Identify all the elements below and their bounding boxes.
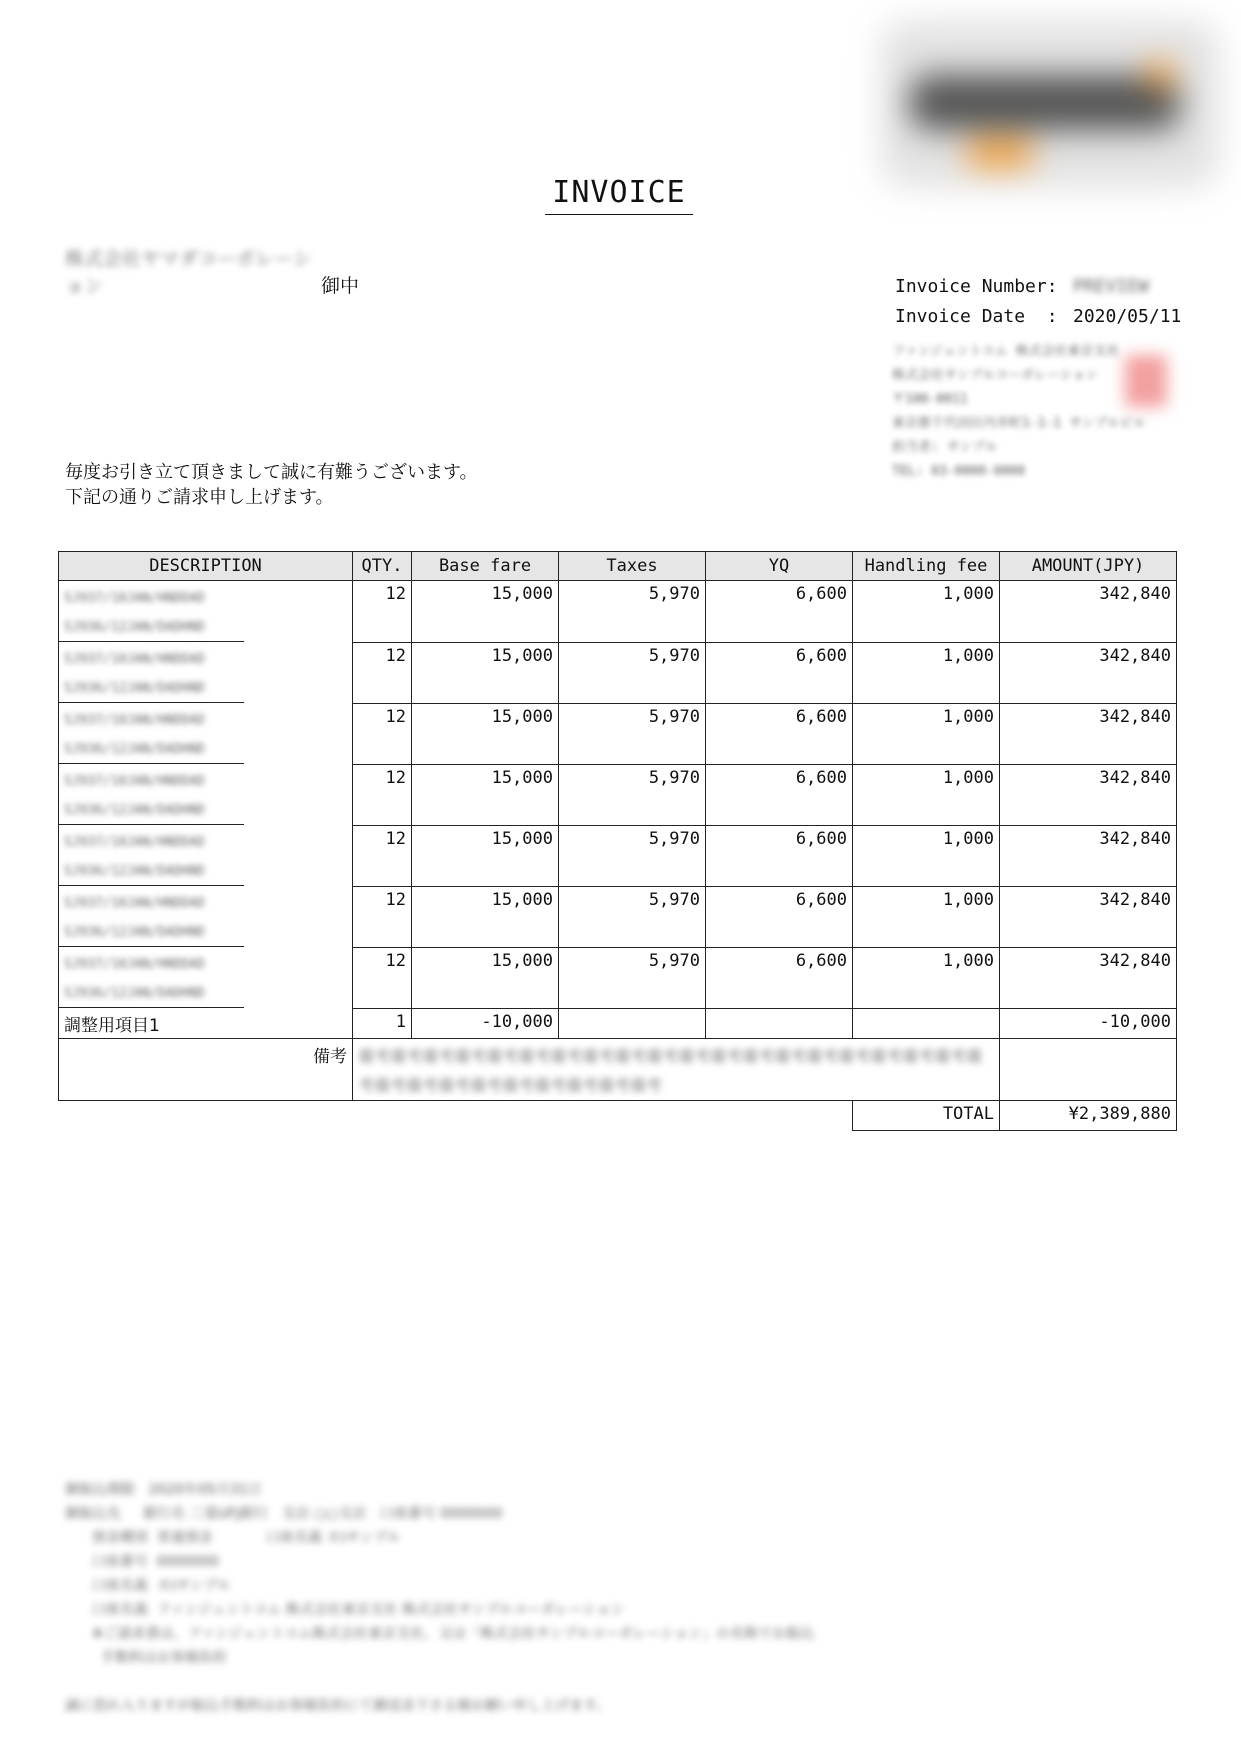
remarks-text-cell: [353, 1038, 1000, 1100]
total-spacer: [59, 1100, 853, 1130]
cell-amount: 342,840: [1000, 886, 1177, 947]
cell-yq: 6,600: [706, 642, 853, 703]
cell-yq: 6,600: [706, 947, 853, 1008]
remarks-row: [59, 1038, 1177, 1100]
greeting: [65, 460, 478, 510]
footer-note: 誠に恐れ入りますが振込手数料はお客様負担にて御送金下さる様お願い申し上げます。: [65, 1698, 610, 1714]
header-base-fare: Base fare: [412, 552, 559, 581]
addressee-name: 株式会社ヤマダコーポレーション: [65, 248, 312, 297]
cell-taxes: 5,970: [559, 947, 706, 1008]
invoice-table: [58, 551, 1177, 1131]
total-value: ¥2,389,880: [1000, 1100, 1177, 1130]
cell-amount: 342,840: [1000, 642, 1177, 703]
table-row: [59, 947, 1177, 1008]
cell-qty: 12: [353, 642, 412, 703]
cell-yq: 6,600: [706, 764, 853, 825]
cell-handling-fee: [853, 1008, 1000, 1038]
table-row: [59, 581, 1177, 643]
table-row: [59, 764, 1177, 825]
invoice-date-row: [895, 302, 1181, 332]
cell-qty: 12: [353, 947, 412, 1008]
cell-description: 調整用項目1: [59, 1008, 353, 1038]
cell-qty: 12: [353, 764, 412, 825]
cell-taxes: 5,970: [559, 825, 706, 886]
footer-line: 口座番号 0000000: [65, 1554, 219, 1570]
cell-base-fare: 15,000: [412, 825, 559, 886]
cell-amount: -10,000: [1000, 1008, 1177, 1038]
cell-base-fare: 15,000: [412, 947, 559, 1008]
cell-taxes: 5,970: [559, 581, 706, 643]
addressee-honorific: 御中: [321, 275, 360, 297]
invoice-title: INVOICE: [545, 175, 693, 215]
cell-handling-fee: 1,000: [853, 764, 1000, 825]
greeting-line-2: 下記の通りご請求申し上げます。: [65, 487, 334, 508]
issuer-line: 〒100-0011: [892, 392, 968, 407]
logo-mark-dark: [910, 75, 1180, 130]
cell-base-fare: 15,000: [412, 703, 559, 764]
cell-yq: [706, 1008, 853, 1038]
adjustment-row: [59, 1008, 1177, 1038]
footer-line: 口座名義 カ)サンプル: [65, 1578, 231, 1594]
cell-description: SJ937/10JAN/HNDDAD SJ936/12JAN/DADHND: [59, 825, 353, 886]
logo-mark-orange: [965, 138, 1035, 168]
invoice-number-value: PREVIEW: [1073, 276, 1149, 297]
table-row: [59, 642, 1177, 703]
header-amount: AMOUNT(JPY): [1000, 552, 1177, 581]
cell-yq: 6,600: [706, 886, 853, 947]
cell-description: SJ937/10JAN/HNDDAD SJ936/12JAN/DADHND: [59, 764, 353, 825]
cell-handling-fee: 1,000: [853, 703, 1000, 764]
header-taxes: Taxes: [559, 552, 706, 581]
greeting-line-1: 毎度お引き立て頂きまして誠に有難うございます。: [65, 462, 478, 483]
cell-qty: 12: [353, 581, 412, 643]
issuer-line: 株式会社サンプルコーポレーション: [892, 368, 1099, 383]
issuer-line: 担当者: サンプル: [892, 440, 998, 455]
cell-amount: 342,840: [1000, 947, 1177, 1008]
cell-handling-fee: 1,000: [853, 886, 1000, 947]
cell-qty: 12: [353, 703, 412, 764]
cell-qty: 1: [353, 1008, 412, 1038]
cell-base-fare: 15,000: [412, 642, 559, 703]
cell-taxes: 5,970: [559, 703, 706, 764]
payment-footer: [65, 1478, 814, 1718]
cell-handling-fee: 1,000: [853, 581, 1000, 643]
cell-base-fare: 15,000: [412, 764, 559, 825]
total-label: TOTAL: [853, 1100, 1000, 1130]
footer-line: 預金種別 普通預金 口座名義 カ)サンプル: [65, 1530, 401, 1546]
remarks-amount-cell: [1000, 1038, 1177, 1100]
header-qty: QTY.: [353, 552, 412, 581]
table-row: [59, 825, 1177, 886]
cell-description: SJ937/10JAN/HNDDAD SJ936/12JAN/DADHND: [59, 947, 353, 1008]
footer-line: ※ご請求書は、ファンジェントコム株式会社東京支社、又は「株式会社サンプルコーポレーション」の名称でお振込: [65, 1626, 815, 1642]
issuer-line: TEL: 03-0000-0000: [892, 464, 1026, 479]
invoice-number-label: Invoice Number:: [895, 276, 1058, 297]
cell-handling-fee: 1,000: [853, 825, 1000, 886]
cell-handling-fee: 1,000: [853, 642, 1000, 703]
invoice-date-label: Invoice Date :: [895, 306, 1058, 327]
logo-mark-orange-dot: [1145, 60, 1175, 90]
issuer-line: ファンジェントコム 株式会社東京支社: [892, 344, 1120, 359]
cell-taxes: 5,970: [559, 764, 706, 825]
cell-taxes: 5,970: [559, 642, 706, 703]
cell-description: SJ937/10JAN/HNDDAD SJ936/12JAN/DADHND: [59, 642, 353, 703]
addressee: [65, 244, 359, 298]
footer-line: 手数料はお客様負担: [65, 1650, 227, 1666]
cell-taxes: 5,970: [559, 886, 706, 947]
cell-base-fare: 15,000: [412, 581, 559, 643]
issuer-line: 東京都千代田区内幸町1-1-1 サンプルビル: [892, 416, 1146, 431]
invoice-meta: [895, 272, 1181, 332]
cell-qty: 12: [353, 825, 412, 886]
cell-handling-fee: 1,000: [853, 947, 1000, 1008]
invoice-number-row: [895, 272, 1181, 302]
header-description: DESCRIPTION: [59, 552, 353, 581]
cell-taxes: [559, 1008, 706, 1038]
table-row: [59, 886, 1177, 947]
total-row: [59, 1100, 1177, 1130]
invoice-date-value: 2020/05/11: [1073, 306, 1182, 327]
company-logo: [880, 20, 1220, 188]
remarks-text: 備考備考備考備考備考備考備考備考備考備考備考備考備考備考備考備考備考備考備考備考備考備考備考備考備考備考備考備考備考: [358, 1046, 983, 1095]
cell-amount: 342,840: [1000, 764, 1177, 825]
cell-yq: 6,600: [706, 825, 853, 886]
footer-line: 御振込先 銀行名 三菱UFJ銀行 支店 ○○支店 口座番号 0000000: [65, 1506, 503, 1522]
footer-line: 口座名義 ファンジェントコム 株式会社東京支社 株式会社サンプルコーポレーション: [65, 1602, 625, 1618]
cell-amount: 342,840: [1000, 581, 1177, 643]
cell-qty: 12: [353, 886, 412, 947]
header-handling-fee: Handling fee: [853, 552, 1000, 581]
table-row: [59, 703, 1177, 764]
cell-description: SJ937/10JAN/HNDDAD SJ936/12JAN/DADHND: [59, 703, 353, 764]
cell-description: SJ937/10JAN/HNDDAD SJ936/12JAN/DADHND: [59, 886, 353, 947]
footer-line: 御振込期限 2020年05月31日: [65, 1482, 262, 1498]
cell-base-fare: -10,000: [412, 1008, 559, 1038]
cell-yq: 6,600: [706, 581, 853, 643]
company-seal-stamp: [1125, 355, 1167, 407]
cell-amount: 342,840: [1000, 825, 1177, 886]
cell-yq: 6,600: [706, 703, 853, 764]
cell-base-fare: 15,000: [412, 886, 559, 947]
table-header-row: [59, 552, 1177, 581]
remarks-label: 備考: [59, 1038, 353, 1100]
cell-amount: 342,840: [1000, 703, 1177, 764]
cell-description: SJ937/10JAN/HNDDAD SJ936/12JAN/DADHND: [59, 581, 353, 643]
header-yq: YQ: [706, 552, 853, 581]
